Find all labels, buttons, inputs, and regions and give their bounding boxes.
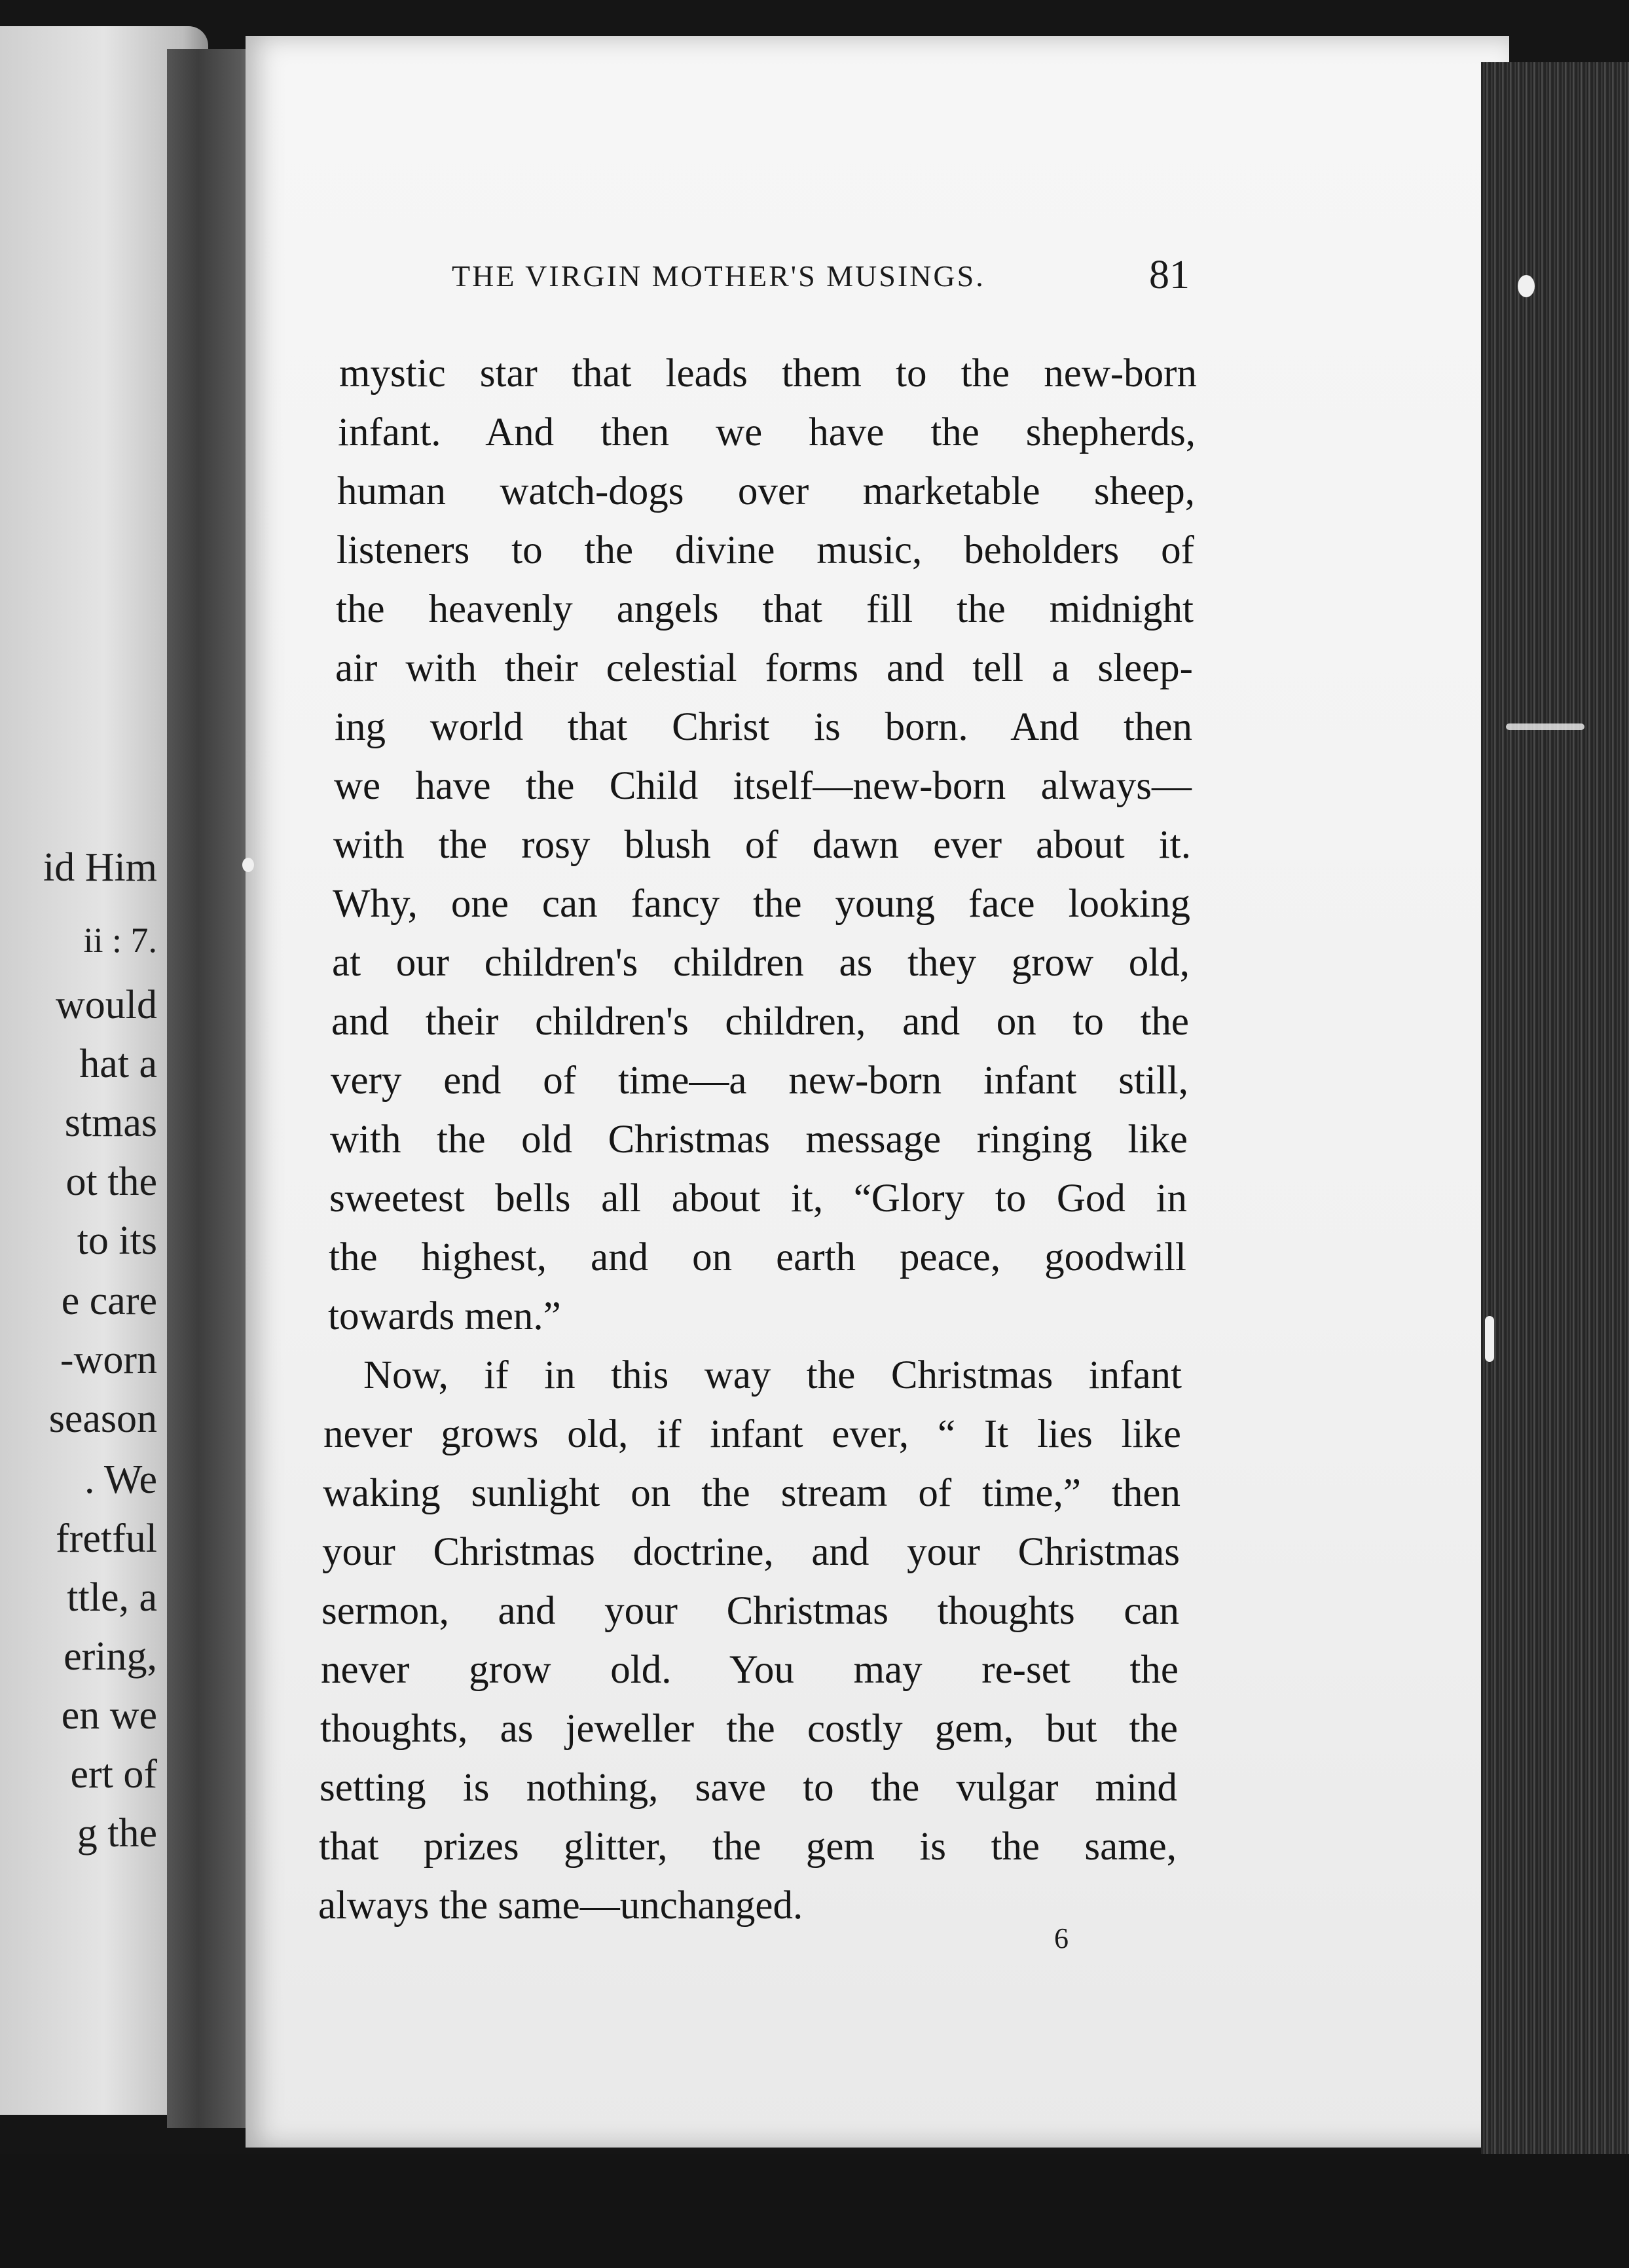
text-line: always the same—unchanged. bbox=[318, 1884, 803, 1928]
left-page-line: g the bbox=[77, 1811, 157, 1856]
text-line: setting is nothing, save to the vulgar mind bbox=[320, 1766, 1177, 1810]
left-page-line: season bbox=[48, 1397, 157, 1441]
text-line: sweetest bells all about it, “Glory to God in bbox=[329, 1177, 1187, 1220]
page-number: 81 bbox=[1149, 253, 1190, 297]
left-page-line: ering, bbox=[64, 1634, 157, 1679]
text-line: Now, if in this way the Christmas infant bbox=[363, 1353, 1182, 1397]
text-line: the heavenly angels that fill the midnight bbox=[336, 587, 1194, 631]
left-page-line: id Him bbox=[43, 845, 157, 890]
scan-speck bbox=[1506, 723, 1584, 730]
left-page-line: to its bbox=[77, 1218, 157, 1263]
text-line: your Christmas doctrine, and your Christmas bbox=[322, 1530, 1180, 1574]
left-page-line: hat a bbox=[79, 1042, 157, 1086]
text-line: mystic star that leads them to the new-born bbox=[339, 352, 1197, 395]
bottom-shadow bbox=[0, 2154, 1629, 2268]
left-page-line: fretful bbox=[56, 1516, 157, 1561]
left-page-line: stmas bbox=[64, 1101, 157, 1145]
left-page-line: e care bbox=[61, 1279, 157, 1323]
text-line: never grows old, if infant ever, “ It lies like bbox=[323, 1412, 1181, 1456]
text-line: at our children's children as they grow old, bbox=[332, 941, 1190, 985]
signature-mark: 6 bbox=[1054, 1922, 1069, 1954]
running-title: THE VIRGIN MOTHER'S MUSINGS. bbox=[452, 259, 985, 293]
text-line: that prizes glitter, the gem is the same, bbox=[319, 1825, 1177, 1869]
text-line: with the rosy blush of dawn ever about it. bbox=[333, 823, 1191, 867]
left-page-line: -worn bbox=[60, 1338, 157, 1382]
text-line: ing world that Christ is born. And then bbox=[335, 705, 1192, 749]
text-line: waking sunlight on the stream of time,” then bbox=[323, 1471, 1181, 1515]
left-page-line: . We bbox=[84, 1457, 157, 1502]
left-page-line: would bbox=[56, 983, 157, 1027]
scan-speck bbox=[242, 858, 254, 872]
text-line: sermon, and your Christmas thoughts can bbox=[321, 1589, 1179, 1633]
text-line: listeners to the divine music, beholders of bbox=[337, 528, 1194, 572]
left-page-line: ttle, a bbox=[67, 1575, 157, 1620]
text-line: very end of time—a new-born infant still, bbox=[331, 1059, 1188, 1103]
text-line: human watch-dogs over marketable sheep, bbox=[337, 469, 1195, 513]
left-page-line: ii : 7. bbox=[83, 921, 157, 960]
text-line: Why, one can fancy the young face looking bbox=[333, 882, 1190, 926]
scan-speck bbox=[1518, 275, 1535, 297]
text-line: air with their celestial forms and tell a sleep- bbox=[335, 646, 1193, 690]
text-line: never grow old. You may re-set the bbox=[321, 1648, 1179, 1692]
text-line: the highest, and on earth peace, goodwill bbox=[329, 1235, 1186, 1279]
left-page-line: ert of bbox=[70, 1752, 157, 1797]
text-line: we have the Child itself—new-born always— bbox=[334, 764, 1192, 808]
text-line: thoughts, as jeweller the costly gem, but the bbox=[320, 1707, 1178, 1751]
text-line: with the old Christmas message ringing like bbox=[330, 1118, 1188, 1161]
text-line: infant. And then we have the shepherds, bbox=[338, 411, 1196, 454]
scan-speck bbox=[1485, 1316, 1494, 1362]
text-line: towards men.” bbox=[328, 1294, 561, 1338]
text-line: and their children's children, and on to the bbox=[331, 1000, 1189, 1044]
left-page-line: ot the bbox=[65, 1160, 157, 1204]
left-page-line: en we bbox=[61, 1693, 157, 1738]
page-edges-block bbox=[1481, 62, 1629, 2157]
